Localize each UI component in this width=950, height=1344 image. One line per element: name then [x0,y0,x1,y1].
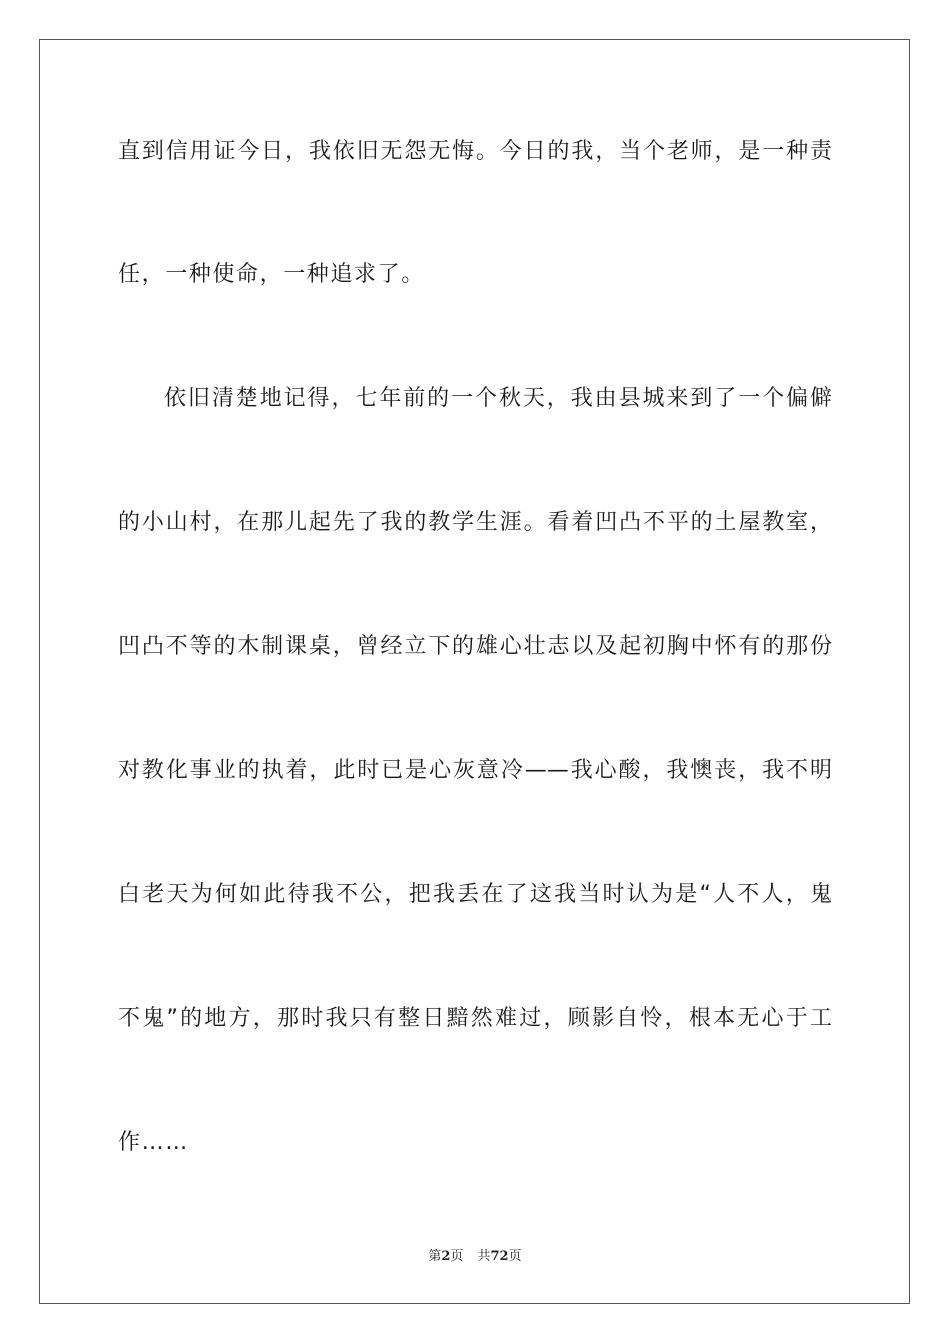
body-line-7: 白老天为何如此待我不公，把我丢在了这我当时认为是“人不人，鬼 [118,882,832,907]
body-line-1: 直到信用证今日，我依旧无怨无悔。今日的我，当个老师，是一种责 [118,139,832,164]
body-line-3: 依旧清楚地记得，七年前的一个秋天，我由县城来到了一个偏僻 [164,386,832,411]
total-suffix: 页 [508,1249,522,1264]
body-line-5: 凹凸不等的木制课桌，曾经立下的雄心壮志以及起初胸中怀有的那份 [118,634,832,659]
page-suffix: 页 [450,1249,464,1264]
page-number: 2 [441,1249,451,1264]
page-prefix: 第 [428,1249,442,1264]
body-line-8: 不鬼”的地方，那时我只有整日黯然难过，顾影自怜，根本无心于工 [118,1006,832,1031]
total-prefix: 共 [477,1249,491,1264]
body-line-4: 的小山村，在那儿起先了我的教学生涯。看着凹凸不平的土屋教室， [118,510,832,535]
total-page-count: 72 [490,1249,509,1264]
body-line-9: 作…… [118,1130,189,1155]
page-footer [0,1248,950,1266]
body-line-6: 对教化事业的执着，此时已是心灰意冷——我心酸，我懊丧，我不明 [118,758,832,783]
body-line-2: 任，一种使命，一种追求了。 [118,262,425,287]
page-border [39,39,910,1304]
